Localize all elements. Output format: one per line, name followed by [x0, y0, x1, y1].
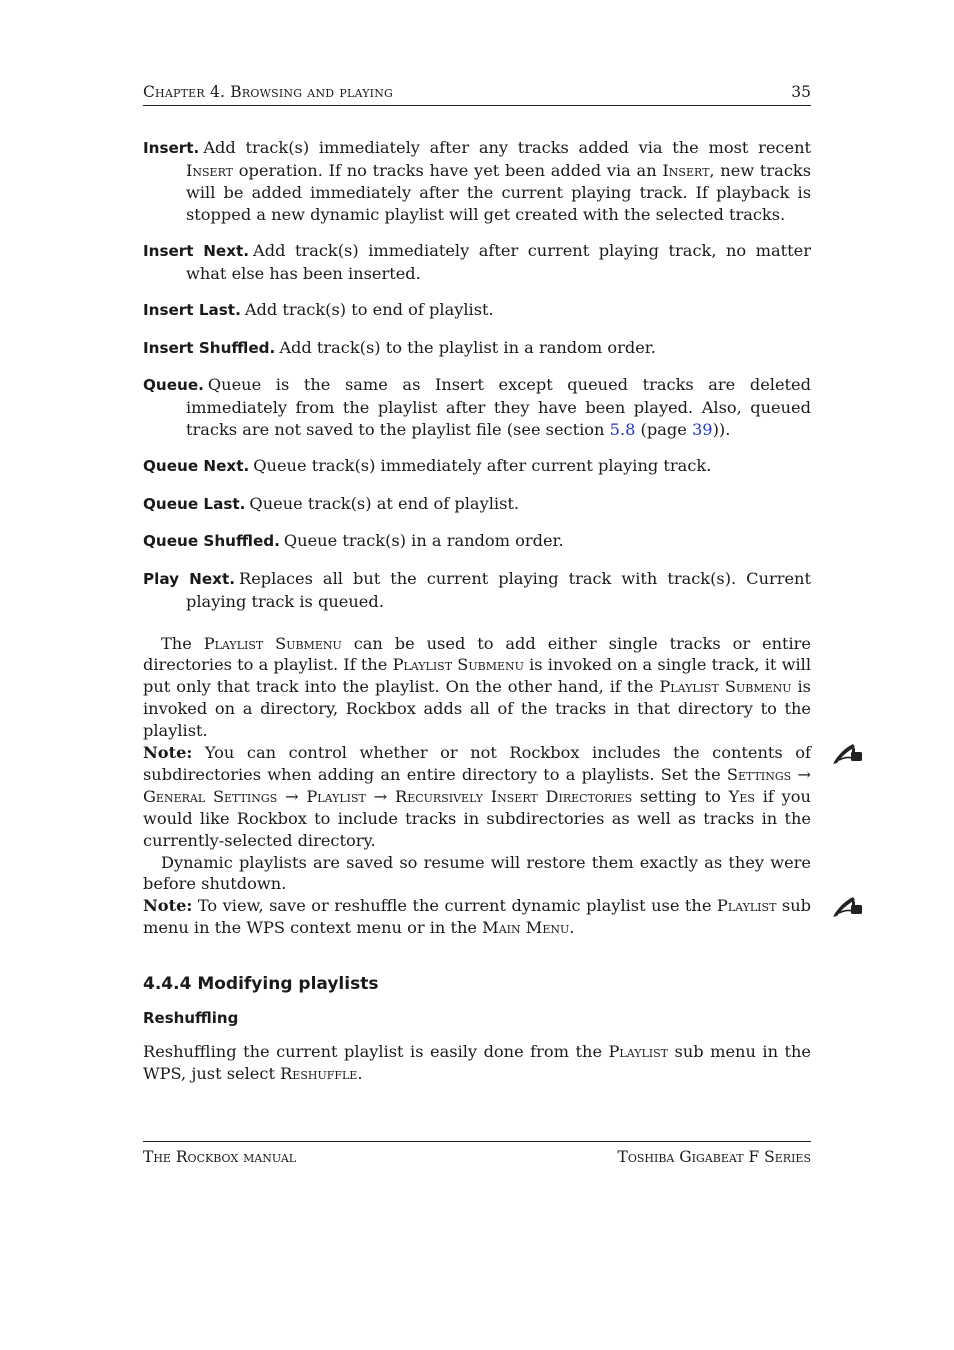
note-label: Note: — [143, 896, 193, 916]
section-title: 4.4.4 Modifying playlists — [143, 974, 379, 995]
list-item-queue-last: Queue Last. Queue track(s) at end of playlist. — [143, 493, 520, 513]
footer-device-name: Toshiba Gigabeat F Series — [617, 1148, 811, 1166]
list-item-queue: Queue. Queue is the same as Insert except queued tracks are deleted immediately from the playlist after they have been played. Also, queued tracks are not saved to the playlist file (see section 5.8 (page 39)). — [143, 375, 811, 440]
term-label: Queue Last. — [143, 494, 246, 513]
reshuffling-paragraph: Reshuffling the current playlist is easily done from the Playlist sub menu in the WPS, just select Reshuffle. — [143, 1042, 811, 1084]
chapter-title: Chapter 4. Browsing and playing — [143, 83, 394, 101]
note-subdirectories: Note: You can control whether or not Rockbox includes the contents of subdirectories when adding an entire directory to a playlists. Set the Settings → General Settings → Playlist → Recursively Insert Directories setting to Yes if you would like Rockbox to include tracks in subdirectories as well as tracks in the currently-selected directory. — [143, 742, 811, 852]
list-item-insert-last: Insert Last. Add track(s) to end of playlist. — [143, 300, 494, 320]
page-header — [143, 83, 811, 106]
writing-hand-icon — [831, 893, 865, 919]
list-item-queue-next: Queue Next. Queue track(s) immediately after current playing track. — [143, 456, 712, 476]
writing-hand-icon — [831, 740, 865, 766]
term-label: Queue. — [143, 376, 204, 395]
dynamic-playlists-paragraph: Dynamic playlists are saved so resume will restore them exactly as they were before shutdown. — [143, 852, 811, 894]
list-item-play-next: Play Next. Replaces all but the current playing track with track(s). Current playing track is queued. — [143, 568, 811, 611]
playlist-submenu-paragraph: The Playlist Submenu can be used to add either single tracks or entire directories to a playlist. If the Playlist Submenu is invoked on a single track, it will put only that track into the playlist. On the other hand, if the Playlist Submenu is invoked on a directory, Rockbox adds all of the tracks in that directory to the playlist. — [143, 633, 811, 741]
term-label: Queue Next. — [143, 457, 250, 476]
note-view-playlist: Note: To view, save or reshuffle the current dynamic playlist use the Playlist sub menu in the WPS context menu or in the Main Menu. — [143, 895, 811, 939]
term-label: Insert. — [143, 139, 200, 157]
subsection-title: Reshuffling — [143, 1009, 239, 1028]
term-label: Insert Shuffled. — [143, 338, 276, 357]
list-item-queue-shuffled: Queue Shuffled. Queue track(s) in a random order. — [143, 531, 564, 551]
page-number: 35 — [791, 83, 811, 101]
term-label: Insert Next. — [143, 242, 250, 261]
page-footer — [143, 1141, 811, 1166]
note-label: Note: — [143, 743, 193, 763]
list-item-insert-shuffled: Insert Shuffled. Add track(s) to the playlist in a random order. — [143, 337, 656, 357]
list-item-insert-next: Insert Next. Add track(s) immediately after current playing track, no matter what else has been inserted. — [143, 241, 811, 284]
term-label: Queue Shuffled. — [143, 532, 280, 551]
term-label: Insert Last. — [143, 301, 241, 320]
section-link[interactable]: 5.8 — [609, 420, 636, 440]
list-item-insert: Insert. Add track(s) immediately after any tracks added via the most recent Insert operation. If no tracks have yet been added via an Insert, new tracks will be added immediately after the current playing track. If playback is stopped a new dynamic playlist will get created with the selected tracks. — [143, 138, 812, 224]
term-label: Play Next. — [143, 569, 236, 588]
page-link[interactable]: 39 — [691, 420, 713, 440]
page-content — [143, 137, 811, 1085]
manual-page — [143, 0, 811, 1350]
footer-manual-title: The Rockbox manual — [143, 1148, 297, 1166]
